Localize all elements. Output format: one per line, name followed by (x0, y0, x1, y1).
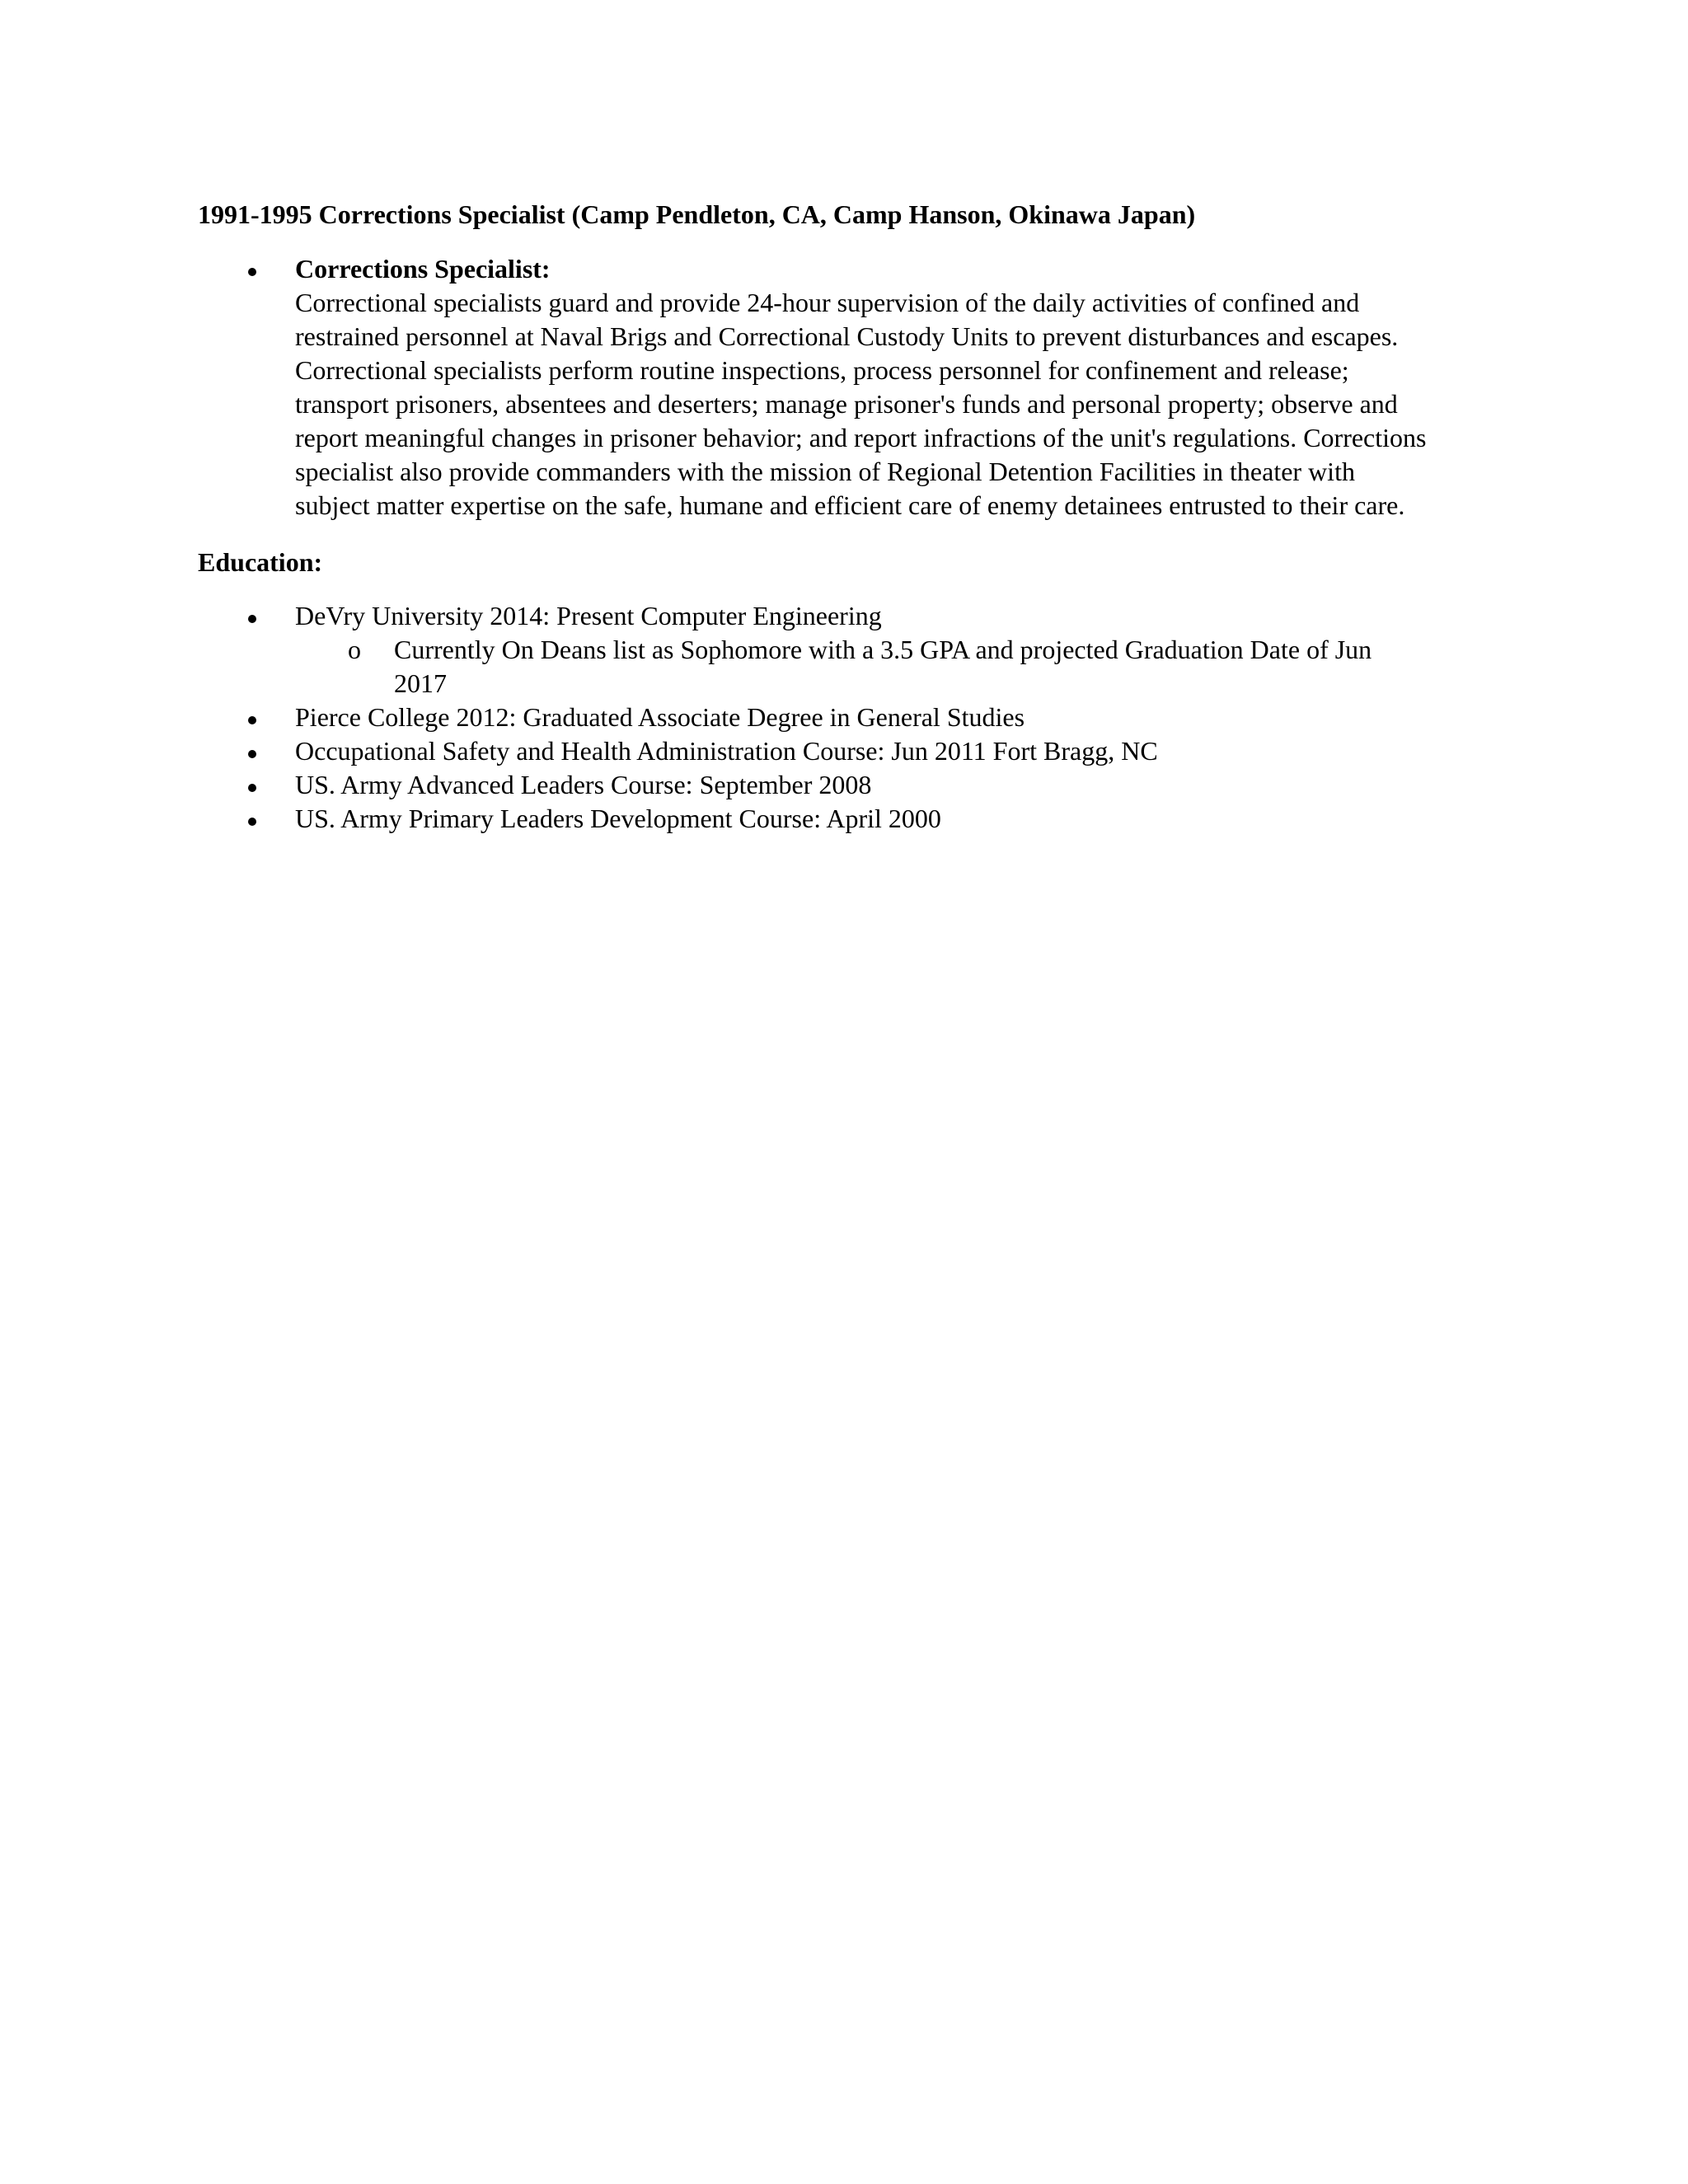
education-heading: Education: (198, 547, 323, 577)
education-bullet (244, 802, 260, 836)
education-bullet (244, 599, 260, 633)
description-line: transport prisoners, absentees and deserters; manage prisoner's funds and personal property; observe and (295, 389, 1398, 419)
bullet-dot-icon (248, 784, 256, 792)
description-line: Correctional specialists guard and provide 24-hour supervision of the daily activities of confined and (295, 288, 1360, 317)
subitem-line: 2017 (394, 668, 447, 698)
job-heading: 1991-1995 Corrections Specialist (Camp Pendleton, CA, Camp Hanson, Okinawa Japan) (198, 199, 1196, 229)
description-line: Correctional specialists perform routine inspections, process personnel for confinement and release; (295, 355, 1349, 385)
description-line: subject matter expertise on the safe, humane and efficient care of enemy detainees entrusted to their care. (295, 490, 1405, 520)
sub-bullet-marker: o (348, 635, 361, 664)
subitem-line: Currently On Deans list as Sophomore with a 3.5 GPA and projected Graduation Date of Jun (394, 635, 1372, 664)
education-item: US. Army Advanced Leaders Course: September 2008 (295, 770, 872, 799)
education-bullet (244, 701, 260, 734)
education-bullet (244, 768, 260, 802)
education-item: US. Army Primary Leaders Development Course: April 2000 (295, 804, 941, 833)
bullet-dot-icon (248, 716, 256, 724)
job-bullet (244, 252, 260, 286)
job-description (295, 286, 1426, 523)
bullet-dot-icon (248, 750, 256, 758)
education-item: Pierce College 2012: Graduated Associate Degree in General Studies (295, 702, 1025, 732)
description-line: restrained personnel at Naval Brigs and Correctional Custody Units to prevent disturbances and escapes. (295, 321, 1399, 351)
education-item: DeVry University 2014: Present Computer Engineering (295, 601, 882, 630)
description-line: report meaningful changes in prisoner behavior; and report infractions of the unit's regulations. Corrections (295, 423, 1427, 452)
education-subitem (394, 633, 1372, 701)
education-bullet (244, 734, 260, 768)
bullet-dot-icon (248, 818, 256, 826)
job-title: Corrections Specialist: (295, 254, 551, 284)
bullet-dot-icon (248, 615, 256, 623)
bullet-dot-icon (248, 268, 256, 276)
description-line: specialist also provide commanders with the mission of Regional Detention Facilities in theater with (295, 457, 1355, 486)
education-item: Occupational Safety and Health Administration Course: Jun 2011 Fort Bragg, NC (295, 736, 1158, 766)
